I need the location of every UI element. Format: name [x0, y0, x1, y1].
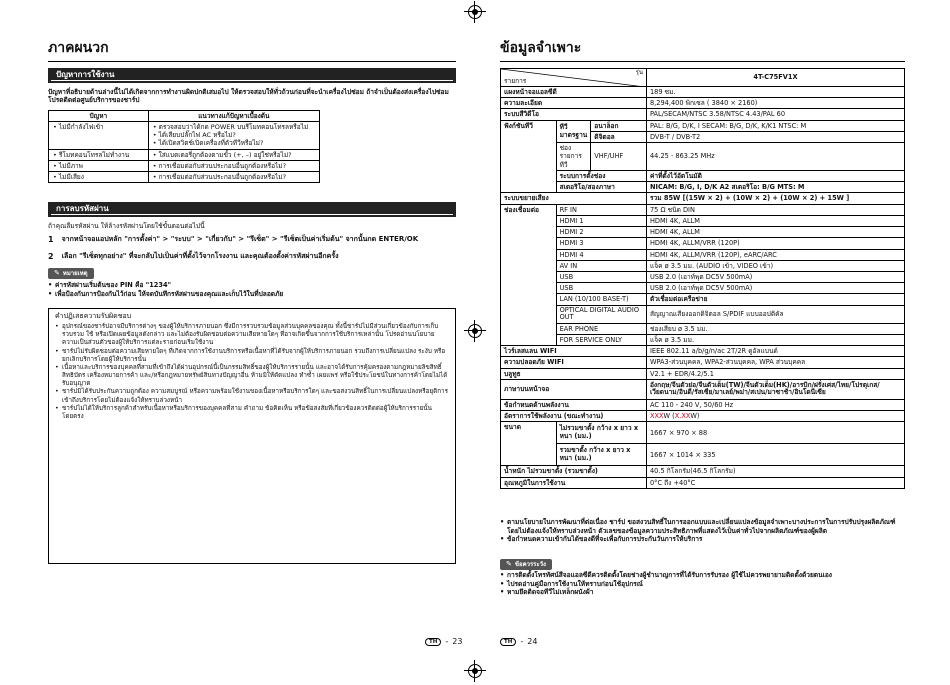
spec-value: IEEE 802.11 a/b/g/n/ac 2T/2R ดูอัลแบนด์ [646, 346, 904, 357]
pencil-icon: ✎ [54, 269, 60, 277]
terminal-name: HDMI 4 [556, 249, 646, 260]
spec-label: ไวร์เลสแลน WIFI [501, 346, 647, 357]
list-item: • หามยึดติดจอทีวีไม่เหล็กผนังผ้า [500, 588, 905, 597]
solution-text: ใส่แบตเตอรี่ถูกต้องตามขั้ว (+, –) อยู่ใช่หรือไม่? [158, 150, 292, 159]
terminal-name: USB [556, 283, 646, 294]
page-title-specifications: ข้อมูลจำเพาะ [500, 40, 905, 62]
spec-value: V2.1 + EDR/4.2/5.1 [646, 368, 904, 379]
page-number: 24 [527, 637, 538, 646]
table-row [501, 193, 905, 204]
table-row [501, 323, 905, 334]
spec-label: ความละเอียด [501, 98, 647, 109]
spec-label: ทีวีมาตรฐาน [556, 120, 591, 142]
trouble-intro: ปัญหาที่อธิบายด้านล่างนี้ไม่ได้เกิดจากการทำงานผิดปกติเสมอไป ให้ตรวจสอบให้ทั่วถ้วนก่อนที่จะนำเครื่องไปซ่อม ถ้าจำเป็นต้องส่งเครื่องไปซ่อม โปรดติดต่อศูนย์บริการของชาร์ป [48, 88, 449, 105]
terminal-name: USB [556, 271, 646, 282]
terminal-name: LAN (10/100 BASE-T) [556, 294, 646, 305]
table-row [501, 120, 905, 131]
table-row [501, 346, 905, 357]
power-unit: W) [690, 412, 700, 421]
disclaimer-badge [500, 559, 552, 570]
spec-label: ระบบสีวิดีโอ [501, 109, 647, 120]
list-item: • ไปรดอ่านคู่มือการใช้งานให้ทราบก่อนใช้อุปกรณ์ [500, 580, 905, 589]
terminal-name: OPTICAL DIGITAL AUDIO OUT [556, 305, 646, 323]
problem-cell: ไม่มีเสียง [58, 172, 84, 181]
table-row [501, 170, 905, 181]
list-item: • ชาร์ปไม่รับผิดชอบต่อความเสียหายใดๆ ที่เกิดจากการใช้งานบริการหรือเนื้อหาที่ได้รับจากผู้ให้บริการภายนอก รวมถึงการเปลี่ยนแปลง ระงับ หรือยกเลิกบริการโดยผู้ให้บริการนั้น [55, 348, 449, 364]
disclaimer-list [500, 571, 905, 597]
list-item: • ชาร์ปไม่ได้ให้บริการลูกค้าสำหรับเนื้อหาหรือบริการของบุคคลที่สาม คำถาม ข้อคิดเห็น หรือข้อสงสัยที่เกี่ยวข้องควรติดต่อผู้ให้บริการรายนั้นโดยตรง [55, 405, 449, 421]
section-bar-troubleshooting [48, 68, 456, 83]
spec-value: PAL: B/G, D/K, I SECAM: B/G, D/K, K/K1 NTSC: M [646, 120, 904, 131]
spec-notes [500, 518, 905, 544]
spec-label: ดิจิตอล [591, 131, 647, 142]
section-bar-password-reset [48, 202, 456, 217]
power-placeholder: XXX [649, 412, 664, 421]
spec-label: ระบบการตั้งช่อง [556, 170, 646, 181]
terminal-name: FOR SERVICE ONLY [556, 334, 646, 345]
table-row [501, 227, 905, 238]
spec-value: รวม 85W [(15W × 2) + (10W × 2) + (10W × 2) + 15W ] [646, 193, 904, 204]
list-item: • ชาร์ปมิได้รับประกันความถูกต้อง ความสมบูรณ์ หรือความพร้อมใช้งานของเนื้อหาหรือบริการใดๆ และขอสงวนสิทธิ์ในการเปลี่ยนแปลงหรือยุติการเข้าถึงบริการโดยไม่ต้องแจ้งให้ทราบล่วงหน้า [55, 388, 449, 404]
terminal-name: HDMI 1 [556, 215, 646, 226]
step-text: เลือก "รีเซ็ตทุกอย่าง" ที่จะกลับไปเป็นค่าที่ตั้งไว้จากโรงงาน และคุณต้องตั้งค่ารหัสผ่านอีกครั้ง [61, 252, 339, 260]
spec-value: 8,294,400 พิกเซล ( 3840 × 2160) [646, 98, 904, 109]
page-number-left: TH - 23 [425, 637, 462, 647]
spec-label: ข้อกำหนดด้านพลังงาน [501, 399, 647, 410]
list-item: • ตามนโยบายในการพัฒนาที่ต่อเนื่อง ชาร์ป ขอสงวนสิทธิ์ในการออกแบบและเปลี่ยนแปลงข้อมูลจำเพาะบางประการในการปรับปรุงผลิตภัณฑ์โดยไม่ต้องแจ้งให้ทราบล่วงหน้า ตัวเลขของข้อมูลความประสิทธิภาพที่แสดงไว้เป็นค่าทั่วไปจากผลิตภัณฑ์ของผู้ผลิต [500, 518, 905, 535]
spec-value: ค่าที่ตั้งไว้อัตโนมัติ [646, 170, 904, 181]
spec-label: ความปลอดภัย WIFI [501, 357, 647, 368]
section-title: การลบรหัสผ่าน [56, 204, 109, 213]
spec-value: 44.25 - 863.25 MHz [646, 143, 904, 171]
table-row [501, 204, 905, 215]
spec-value: AC 110 - 240 V, 50/60 Hz [646, 399, 904, 410]
table-row: • ไม่มีภาพ • การเชื่อมต่อกับส่วนประกอบอื่นถูกต้องหรือไม่? [49, 160, 320, 171]
terminal-value: สัญญาณเสียงออกดิจิตอล S/PDIF แบบออปติคัล [646, 305, 904, 323]
model-label: รุ่น [635, 69, 643, 76]
table-row [501, 357, 905, 368]
spec-label: ภาษาบนหน้าจอ [501, 379, 647, 399]
privacy-title: คำปฏิเสธความรับผิดชอบ [55, 312, 132, 320]
spec-label: อนาล็อก [591, 120, 647, 131]
solution-text: การเชื่อมต่อกับส่วนประกอบอื่นถูกต้องหรือไม่? [158, 172, 287, 181]
language-tag: TH [500, 638, 516, 647]
table-row [501, 411, 905, 422]
table-row [501, 215, 905, 226]
terminal-name: AV IN [556, 260, 646, 271]
list-item: • ข้อกำหนดความเข้ากันได้ของดีที่จะเพื่อกับการประกันวันการให้บริการ [500, 535, 905, 544]
table-row [501, 98, 905, 109]
table-header: ปัญหา [49, 111, 149, 122]
spec-value: อังกฤษ/จีนตัวย่อ/จีนตัวเต็ม(TW)/จีนตัวเต็ม(HK)/อารบิก/ฝรั่งเศส/ไทย/โปรตุเกส/เวียดนาม/อินดี/รัสเซีย/มาเลย์/พม่า/สเปน/มาซาช้า/อินโดนีเซีย [646, 379, 904, 399]
table-row: • ไม่มีเสียง • การเชื่อมต่อกับส่วนประกอบอื่นถูกต้องหรือไม่? [49, 171, 320, 182]
step-2 [48, 252, 456, 262]
model-name: 4T-C75FV1X [646, 69, 904, 87]
table-row [501, 283, 905, 294]
list-item: • ค่ารหัสผ่านเริ่มต้นของ PIN คือ "1234" [48, 281, 456, 290]
table-row [501, 444, 905, 466]
spec-value: 1667 × 1014 × 335 [646, 444, 904, 466]
power-placeholder: X.XX [674, 412, 691, 421]
spec-label: ขนาด [501, 422, 557, 466]
terminal-value: HDMI 4K, ALLM/VRR (120P) [646, 238, 904, 249]
table-row [501, 466, 905, 477]
spec-label: ไม่รวมขาตั้ง กว้าง x ยาว x หนา (มม.) [556, 422, 646, 444]
table-row [501, 477, 905, 488]
terminal-name: RF IN [556, 204, 646, 215]
spec-label: รวมขาตั้ง กว้าง x ยาว x หนา (มม.) [556, 444, 646, 466]
note-label: หมายเหตุ [62, 269, 88, 277]
spec-value: 1667 × 970 × 88 [646, 422, 904, 444]
pencil-icon: ✎ [506, 560, 512, 568]
step-text: จากหน้าจอแอปหลัก "การตั้งค่า" > "ระบบ" > "เกี่ยวกับ" > "รีเซ็ต" > "รีเซ็ตเป็นค่าเริ่มต้น" จากนั้นกด ENTER/OK [61, 235, 419, 243]
item-label: รายการ [504, 76, 527, 85]
problem-cell: ไม่มีกำลังไฟเข้า [58, 123, 104, 132]
spec-value: PAL/SECAM/NTSC 3.58/NTSC 4.43/PAL 60 [646, 109, 904, 120]
table-row [501, 379, 905, 399]
table-row: • ไม่มีกำลังไฟเข้า • ตรวจสอบว่าได้กด POWER บนรีโมทคอนโทรลหรือไม่ • ได้เสียบปลั๊กไฟ AC หรือไม่? • ได้เปิดสวิตช์เปิดเครื่องที่ตัวทีวีหรือไม่? [49, 122, 320, 149]
terminal-value: ช่องเสียบ ø 3.5 มม. [646, 323, 904, 334]
terminal-value: USB 2.0 (เอาท์พุต DC5V 500mA) [646, 283, 904, 294]
note-badge [48, 268, 94, 279]
spec-label: บลูทูธ [501, 368, 647, 379]
table-row [501, 368, 905, 379]
specifications-table [500, 68, 905, 489]
step-number: 2 [48, 252, 54, 261]
step-number: 1 [48, 235, 54, 244]
terminal-name: EAR PHONE [556, 323, 646, 334]
terminal-value: HDMI 4K, ALLM/VRR (120P), eARC/ARC [646, 249, 904, 260]
spec-label: น้ำหนัก ไม่รวมขาตั้ง (รวมขาตั้ง) [501, 466, 647, 477]
spec-label: อัตราการใช้พลังงาน (ขณะทำงาน) [501, 411, 647, 422]
spec-label: VHF/UHF [591, 143, 647, 171]
table-row [501, 294, 905, 305]
power-value [646, 411, 904, 422]
page-title-appendix: ภาคผนวก [48, 40, 456, 62]
step-1 [48, 235, 456, 245]
table-row [501, 143, 905, 168]
spec-label: อุณหภูมิในการใช้งาน [501, 477, 647, 488]
spec-value: 40.5 กิโลกรัม(46.5 กิโลกรัม) [646, 466, 904, 477]
problem-cell: ไม่มีภาพ [58, 161, 83, 170]
terminal-value: ตัวเชื่อมต่อเครือข่าย [646, 294, 904, 305]
spec-value: DVB-T / DVB-T2 [646, 131, 904, 142]
terminal-value: HDMI 4K, ALLM [646, 215, 904, 226]
list-item: • เพื่อป้องกันการป้องกันไว้ก่อน ให้จดบันทึกรหัสผ่านของคุณและเก็บไว้ในที่ปลอดภัย [48, 290, 456, 299]
page-number: 23 [452, 637, 463, 646]
registration-mark-top-left [468, 5, 482, 19]
list-item: • เนื้อหาและบริการของบุคคลที่สามที่เข้าถึงได้ผ่านอุปกรณ์นี้เป็นกรรมสิทธิ์ของผู้ให้บริการรายนั้น และอาจได้รับการคุ้มครองตามกฎหมายลิขสิทธิ์ สิทธิบัตร เครื่องหมายการค้า และ/หรือกฎหมายทรัพย์สินทางปัญญาอื่น ห้ามมิให้ดัดแปลง ทำซ้ำ เผยแพร่ หรือใช้ประโยชน์ในทางการค้าโดยไม่ได้รับอนุญาต [55, 364, 449, 389]
spec-value: NICAM: B/G, I, D/K A2 สเตอริโอ: B/G MTS: M [646, 182, 904, 193]
disclaimer-label: ข้อควรระวัง [514, 560, 546, 568]
spec-label: สเตอริโอ/สองภาษา [556, 182, 646, 193]
solution-text: ได้เสียบปลั๊กไฟ AC หรือไม่? [158, 131, 236, 140]
registration-mark-bottom [468, 664, 482, 678]
table-corner-header [501, 69, 647, 87]
terminal-value: แจ็ค ø 3.5 มม. (AUDIO เข้า, VIDEO เข้า) [646, 260, 904, 271]
table-row [501, 109, 905, 120]
terminal-value: 75 Ω ชนิด DIN [646, 204, 904, 215]
table-row [501, 87, 905, 98]
spec-label: ช่องเชื่อมต่อ [501, 204, 557, 346]
table-row [501, 260, 905, 271]
section-title: ปัญหาการใช้งาน [56, 70, 115, 79]
table-header: แนวทางแก้ปัญหาเบื้องต้น [148, 111, 319, 122]
reset-intro: ถ้าคุณลืมรหัสผ่าน ให้ล้างรหัสผ่านโดยใช้ขั้นตอนต่อไปนี้ [48, 222, 205, 230]
solution-text: การเชื่อมต่อกับส่วนประกอบอื่นถูกต้องหรือไม่? [158, 161, 287, 170]
spec-value: 0°C ถึง +40°C [646, 477, 904, 488]
solution-text: ได้เปิดสวิตช์เปิดเครื่องที่ตัวทีวีหรือไม่? [158, 139, 264, 148]
table-row [501, 399, 905, 410]
spec-value: WPA3-ส่วนบุคคล, WPA2-ส่วนบุคคล, WPA ส่วนบุคคล [646, 357, 904, 368]
terminal-value: USB 2.0 (เอาท์พุต DC5V 500mA) [646, 271, 904, 282]
terminal-value: แจ็ค ø 3.5 มม. [646, 334, 904, 345]
spec-value: 189 ซม. [646, 87, 904, 98]
problem-cell: รีโมทคอนโทรลไม่ทำงาน [58, 150, 130, 159]
page-number-right: TH - 24 [500, 637, 537, 647]
spec-label: แผงหน้าจอแอลซีดี [501, 87, 647, 98]
list-item: • การติดตั้งโทรทัศน์สีจอแอลซีดีควรติดตั้งโดยช่างผู้ชำนาญการที่ได้รับการรับรอง ผู้ใช้ไม่ควรพยายามติดตั้งด้วยตนเอง [500, 571, 905, 580]
table-row [501, 305, 905, 323]
terminal-value: HDMI 4K, ALLM [646, 227, 904, 238]
privacy-disclaimer-box [48, 308, 456, 564]
terminal-name: HDMI 2 [556, 227, 646, 238]
note-list [48, 281, 456, 298]
spec-label: ฟังก์ชันทีวี [501, 120, 557, 193]
table-row [501, 238, 905, 249]
solution-text: ตรวจสอบว่าได้กด POWER บนรีโมทคอนโทรลหรือไม่ [158, 123, 309, 132]
table-row [501, 182, 905, 193]
troubleshooting-table [48, 110, 320, 183]
list-item: • อุปกรณ์ของชาร์ปอาจมีบริการต่างๆ ของผู้ให้บริการภายนอก ซึ่งมีการรวบรวมข้อมูลส่วนบุคคลของคุณ ทั้งนี้ชาร์ปไม่มีส่วนเกี่ยวข้องกับการเก็บรวบรวม ใช้ หรือเปิดเผยข้อมูลดังกล่าว และไม่ต้องรับผิดชอบต่อความเสียหายใดๆ ที่อาจเกิดขึ้นจากการใช้บริการเหล่านั้น โปรดอ่านนโยบายความเป็นส่วนตัวของผู้ให้บริการแต่ละรายก่อนเริ่มใช้งาน [55, 323, 449, 348]
table-row [501, 422, 905, 444]
table-row [501, 271, 905, 282]
language-tag: TH [425, 638, 441, 647]
table-row: • รีโมทคอนโทรลไม่ทำงาน • ใส่แบตเตอรี่ถูกต้องตามขั้ว (+, –) อยู่ใช่หรือไม่? [49, 149, 320, 160]
spec-label: ระบบขยายเสียง [501, 193, 647, 204]
spec-label: ช่องรายการทีวี [556, 143, 591, 171]
terminal-name: HDMI 3 [556, 238, 646, 249]
power-unit: W ( [663, 412, 675, 421]
table-row [501, 249, 905, 260]
registration-mark-left [468, 324, 482, 338]
table-row [501, 334, 905, 345]
